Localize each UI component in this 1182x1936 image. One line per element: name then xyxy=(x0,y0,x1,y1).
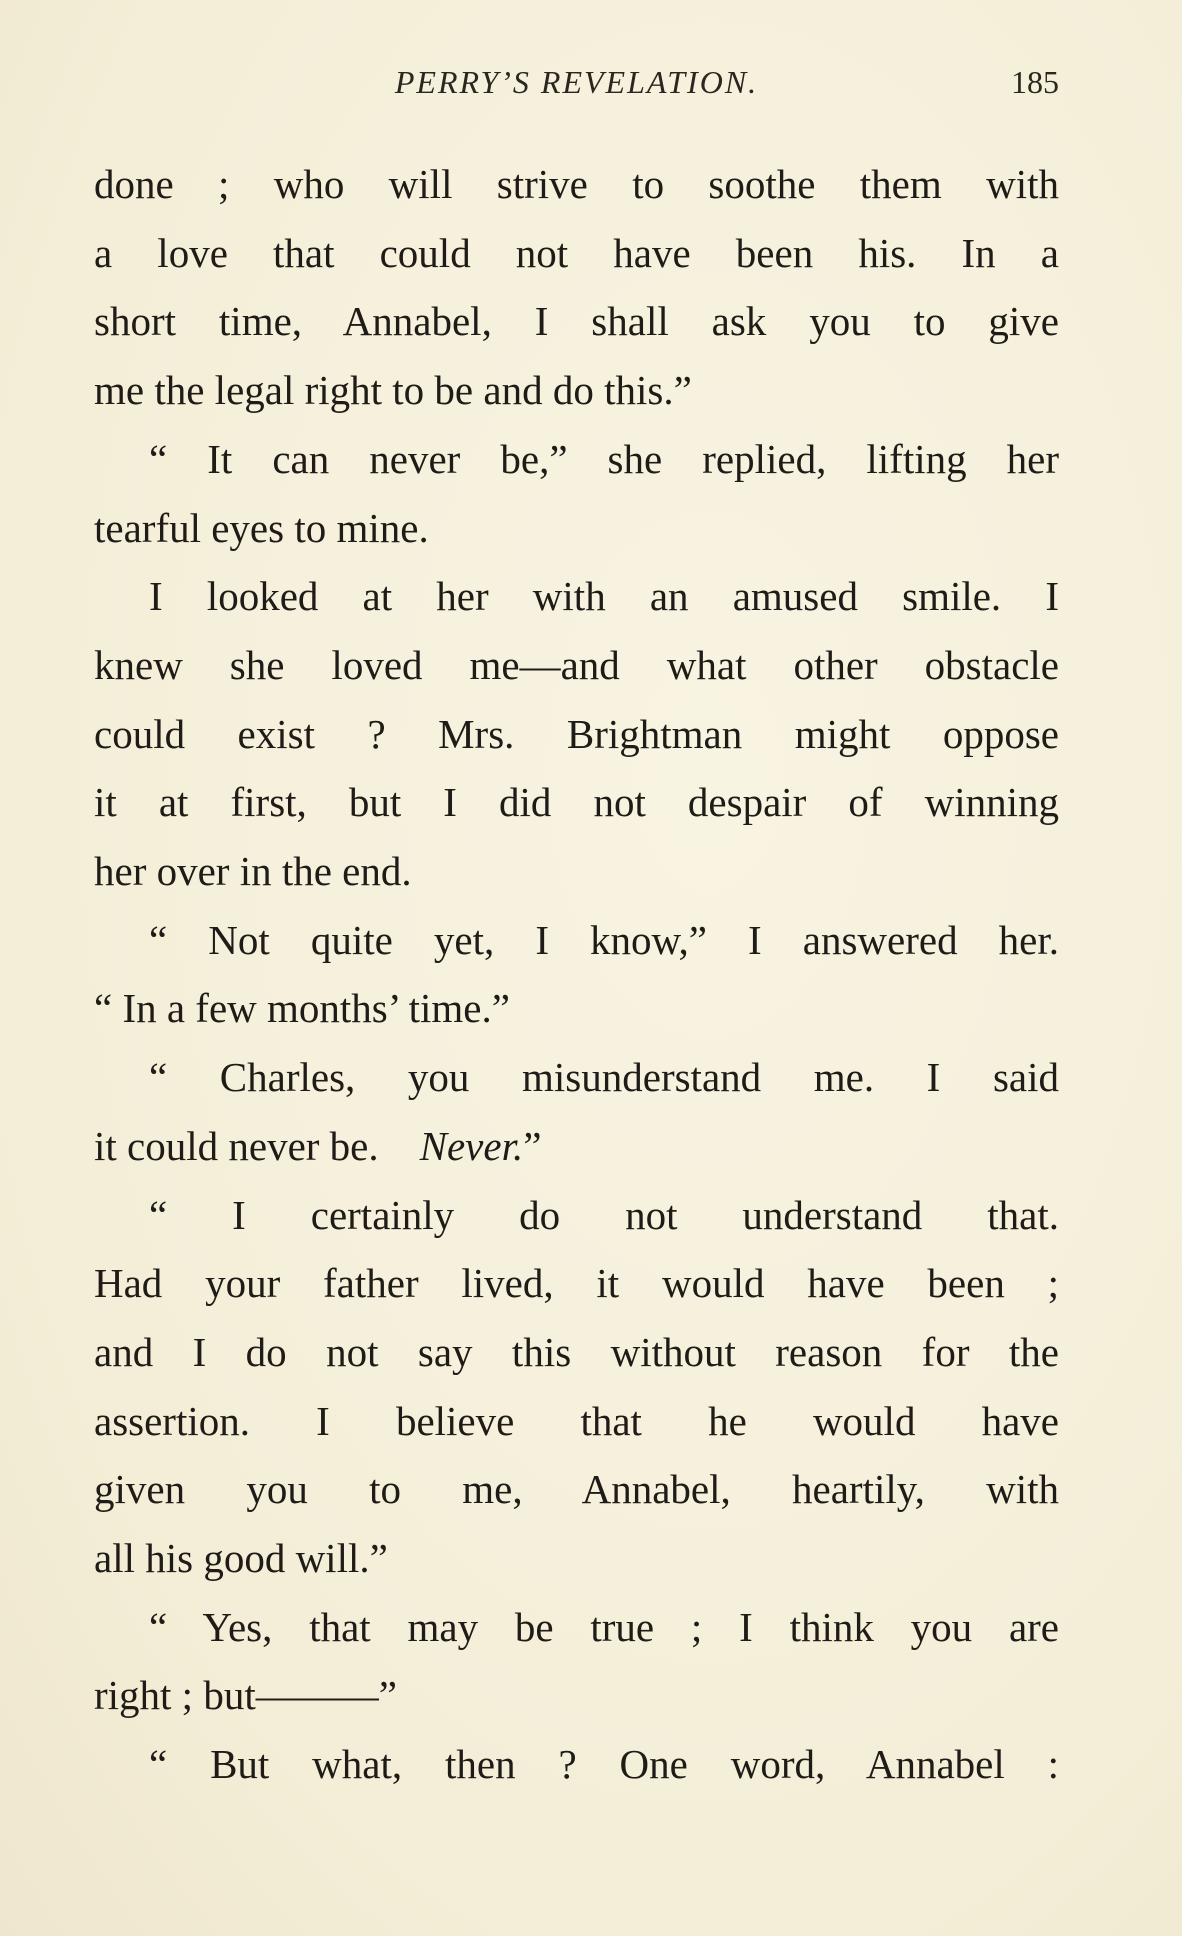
text-line-content: “ I certainly do not understand that. xyxy=(149,1191,1059,1238)
text-line-content: a love that could not have been his. In a xyxy=(94,229,1059,276)
text-line-content: “ In a few months’ time.” xyxy=(94,985,510,1032)
text-line-content: done ; who will strive to soothe them with xyxy=(94,161,1059,207)
text-line xyxy=(94,1455,1059,1524)
text-line xyxy=(94,1730,1059,1799)
text-line xyxy=(94,1661,1059,1730)
text-line xyxy=(94,287,1059,356)
running-title: PERRY’S REVELATION. xyxy=(394,64,759,100)
text-line xyxy=(94,219,1059,288)
page-number: 185 xyxy=(1011,64,1059,100)
text-line-content: given you to me, Annabel, heartily, with xyxy=(94,1466,1059,1513)
text-line xyxy=(94,631,1059,700)
text-line xyxy=(94,1112,1059,1181)
text-line-content: and I do not say this without reason for the xyxy=(94,1328,1059,1375)
text-line-content: “ Not quite yet, I know,” I answered her. xyxy=(149,916,1059,963)
page-header xyxy=(94,64,1059,114)
text-line-content: “ But what, then ? One word, Annabel : xyxy=(149,1741,1059,1788)
body-text xyxy=(94,150,1059,1799)
text-line xyxy=(94,494,1059,563)
text-line xyxy=(94,1181,1059,1250)
text-line-content: it could never be. xyxy=(94,1122,379,1169)
text-line xyxy=(94,1318,1059,1387)
text-line xyxy=(94,425,1059,494)
text-line-content: Had your father lived, it would have been ; xyxy=(94,1260,1059,1307)
text-line xyxy=(94,837,1059,906)
text-line-content: I looked at her with an amused smile. I xyxy=(149,573,1059,620)
text-line xyxy=(94,700,1059,769)
text-line-content: right ; but———” xyxy=(94,1672,397,1719)
text-line xyxy=(94,1387,1059,1456)
text-line xyxy=(94,768,1059,837)
text-line xyxy=(94,1524,1059,1593)
closing-quote: ” xyxy=(523,1122,542,1169)
text-line-content: it at first, but I did not despair of winning xyxy=(94,779,1059,826)
text-line-content: “ It can never be,” she replied, lifting her xyxy=(149,435,1059,482)
text-line-content: short time, Annabel, I shall ask you to give xyxy=(94,298,1059,345)
text-line-content: all his good will.” xyxy=(94,1535,388,1582)
text-line-content: tearful eyes to mine. xyxy=(94,504,429,551)
text-line xyxy=(94,356,1059,425)
emphasized-word: Never. xyxy=(419,1122,524,1169)
text-line-content: “ Charles, you misunderstand me. I said xyxy=(149,1054,1059,1101)
text-line xyxy=(94,562,1059,631)
text-line-content: “ Yes, that may be true ; I think you are xyxy=(149,1603,1059,1650)
text-line xyxy=(94,906,1059,975)
text-line-content: knew she loved me—and what other obstacle xyxy=(94,641,1059,688)
text-line xyxy=(94,1593,1059,1662)
text-line-content: me the legal right to be and do this.” xyxy=(94,367,692,414)
text-line xyxy=(94,150,1059,219)
text-line xyxy=(94,1043,1059,1112)
text-line-content: her over in the end. xyxy=(94,848,412,895)
text-line xyxy=(94,1249,1059,1318)
text-line-content: could exist ? Mrs. Brightman might oppose xyxy=(94,710,1059,757)
text-line xyxy=(94,974,1059,1043)
text-line-content: assertion. I believe that he would have xyxy=(94,1397,1059,1444)
